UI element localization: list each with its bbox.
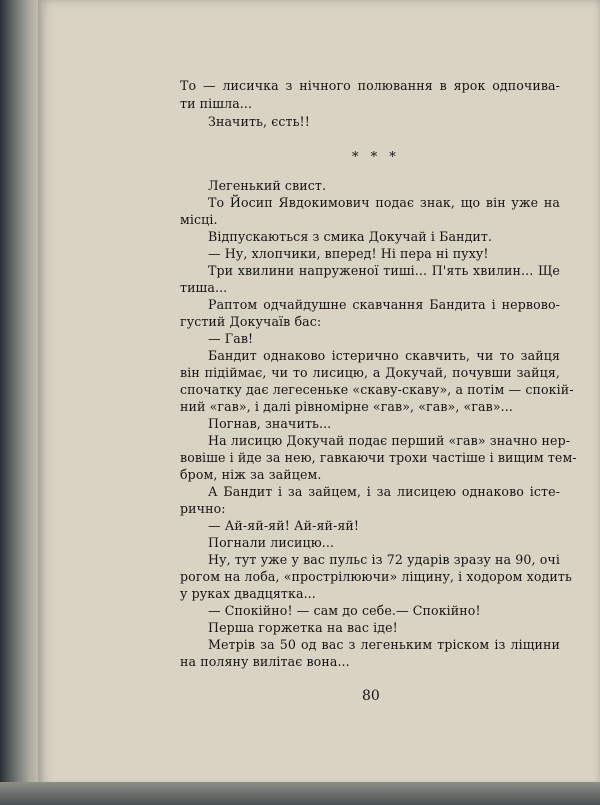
text-line: — Ну, хлопчики, вперед! Ні пера ні пуху!	[208, 246, 489, 261]
text-line: Відпускаються з смика Докучай і Бандит.	[208, 229, 493, 244]
text-line: місці.	[180, 212, 218, 227]
text-line: тиша...	[180, 280, 228, 295]
text-line: А Бандит і за зайцем, і за лисицею однаково істе-	[208, 484, 560, 499]
text-line: бром, ніж за зайцем.	[180, 467, 322, 482]
text-line: рично:	[180, 501, 226, 516]
text-line: у руках двадцятка...	[180, 586, 316, 601]
text-line: Три хвилини напруженої тиші... П'ять хвилин... Ще	[208, 263, 560, 278]
text-line: Перша горжетка на вас іде!	[208, 620, 398, 635]
text-line: спочатку дає легесеньке «скаву-скаву», а потім — спокій-	[180, 382, 574, 397]
text-line: Погнав, значить...	[208, 416, 332, 431]
text-line: — Ай-яй-яй! Ай-яй-яй!	[208, 518, 360, 533]
text-line: вовіше і йде за нею, гавкаючи трохи частіше і вищим тем-	[180, 450, 577, 465]
text-line: — Спокійно! — сам до себе.— Спокійно!	[208, 603, 481, 618]
text-line: То Йосип Явдокимович подає знак, що він уже на	[208, 195, 560, 210]
text-line: Значить, єсть!!	[208, 114, 310, 129]
book-page-edge	[0, 0, 42, 805]
text-line: Погнали лисицю...	[208, 535, 335, 550]
text-line: ти пішла...	[180, 96, 253, 111]
text-line: рогом на лоба, «прострілюючи» ліщину, і ходором ходить	[180, 569, 572, 584]
text-line: густий Докучаїв бас:	[180, 314, 322, 329]
text-line: ний «гав», і далі рівномірне «гав», «гав», «гав»...	[180, 399, 513, 414]
text-line: Метрів за 50 од вас з легеньким тріском із ліщини	[208, 637, 560, 652]
text-line: То — лисичка з нічного полювання в ярок одпочива-	[180, 78, 560, 93]
page-number: 80	[362, 688, 380, 704]
scan-bottom-edge	[0, 782, 600, 805]
text-line: — Гав!	[208, 331, 254, 346]
text-line: Легенький свист.	[208, 178, 327, 193]
text-line: він підіймає, чи то лисицю, а Докучай, почувши зайця,	[180, 365, 560, 380]
text-line: на поляну вилітає вона...	[180, 654, 350, 669]
section-separator: * * *	[352, 150, 400, 165]
text-line: Ну, тут уже у вас пульс із 72 ударів зразу на 90, очі	[208, 552, 560, 567]
text-line: На лисицю Докучай подає перший «гав» значно нер-	[208, 433, 571, 448]
text-line: Бандит однаково істерично скавчить, чи то зайця	[208, 348, 560, 363]
text-line: Раптом одчайдушне скавчання Бандита і нервово-	[208, 297, 560, 312]
